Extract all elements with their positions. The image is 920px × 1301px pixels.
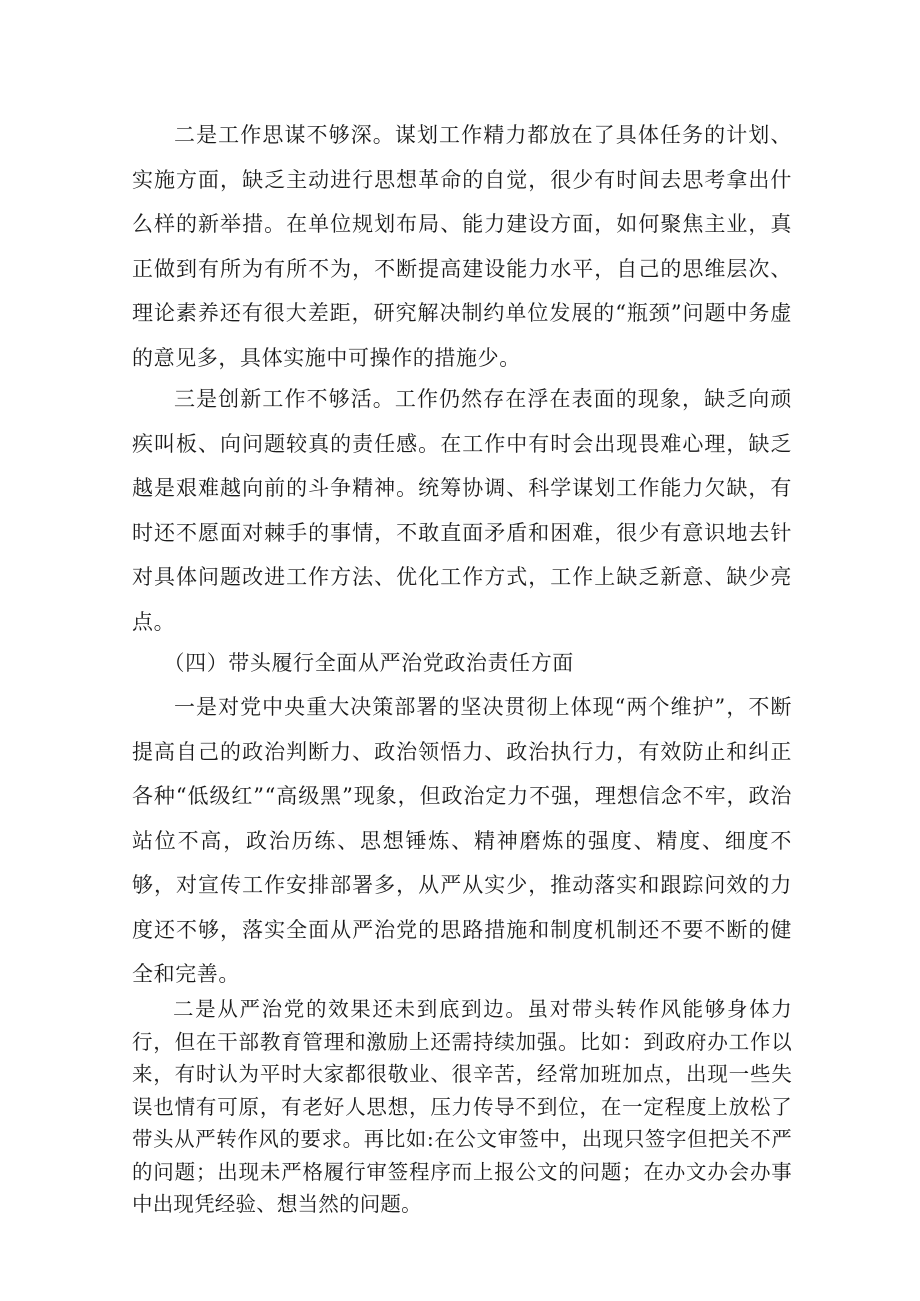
paragraph-text: 二是从严治党的效果还未到底到边。虽对带头转作风能够身体力行，但在干部教育管理和激励上还需持续加强。比如：到政府办工作以来，有时认为平时大家都很敬业、很辛苦，经常加班加点，出现一些失误也情有可原，有老好人思想，压力传导不到位，在一定程度上放松了带头从严转作风的要求。再比如:在公文审签中，出现只签字但把关不严的问题；出现未严格履行审签程序而上报公文的问题；在办文办会办事中出现凭经验、想当然的问题。 [132, 997, 792, 1216]
paragraph-strict-governance [132, 993, 792, 1221]
paragraph-two-safeguards [132, 685, 792, 997]
paragraph-work-planning [132, 113, 792, 380]
section-heading-text: （四）带头履行全面从严治党政治责任方面 [163, 651, 574, 675]
paragraph-text: 二是工作思谋不够深。谋划工作精力都放在了具体任务的计划、实施方面，缺乏主动进行思想革命的自觉，很少有时间去思考拿出什么样的新举措。在单位规划布局、能力建设方面，如何聚焦主业，真正做到有所为有所不为，不断提高建设能力水平，自己的思维层次、理论素养还有很大差距，研究解决制约单位发展的“瓶颈”问题中务虚的意见多，具体实施中可操作的措施少。 [132, 123, 792, 370]
section-heading [132, 641, 792, 686]
paragraph-text: 一是对党中央重大决策部署的坚决贯彻上体现“两个维护”，不断提高自己的政治判断力、政治领悟力、政治执行力，有效防止和纠正各种“低级红”“高级黑”现象，但政治定力不强，理想信念不牢，政治站位不高，政治历练、思想锤炼、精神磨炼的强度、精度、细度不够，对宣传工作安排部署多，从严从实少，推动落实和跟踪问效的力度还不够，落实全面从严治党的思路措施和制度机制还不要不断的健全和完善。 [132, 695, 792, 986]
paragraph-text: 三是创新工作不够活。工作仍然存在浮在表面的现象，缺乏向顽疾叫板、向问题较真的责任感。在工作中有时会出现畏难心理，缺乏越是艰难越向前的斗争精神。统筹协调、科学谋划工作能力欠缺，有时还不愿面对棘手的事情，不敢直面矛盾和困难，很少有意识地去针对具体问题改进工作方法、优化工作方式，工作上缺乏新意、缺少亮点。 [132, 387, 792, 634]
paragraph-innovation [132, 377, 792, 644]
